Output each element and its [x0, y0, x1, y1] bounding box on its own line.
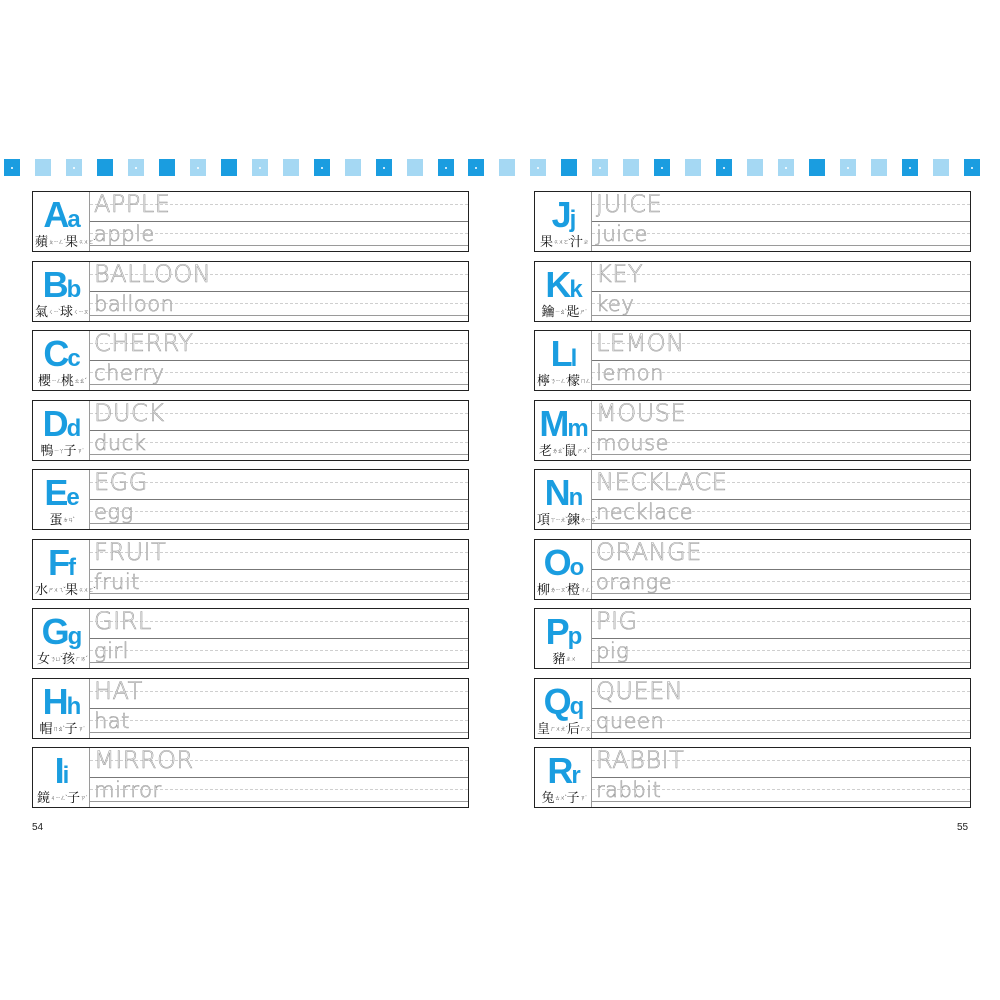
decorative-square [314, 159, 330, 176]
chinese-char: 水 [35, 582, 49, 598]
lowercase-letter: d [66, 414, 82, 442]
letter-card [32, 469, 469, 530]
trace-word-uppercase: MIRROR [94, 746, 194, 774]
chinese-word [35, 513, 89, 528]
uppercase-letter: B [42, 263, 67, 305]
zhuyin-annotation: ㄌㄧㄡˇ [550, 586, 568, 594]
trace-word-uppercase: BALLOON [94, 259, 212, 288]
decorative-square [623, 159, 639, 176]
decorative-square [345, 159, 361, 176]
decorative-square [221, 159, 237, 176]
decorative-square [4, 159, 20, 176]
handwriting-area [591, 609, 970, 668]
zhuyin-annotation: ㄏㄡˋ [580, 725, 593, 733]
letter-card [534, 191, 971, 252]
zhuyin-annotation: ㄍㄨㄛˇ [78, 239, 96, 246]
zhuyin-annotation: ㄏㄞˊ [75, 656, 88, 663]
trace-word-uppercase: APPLE [94, 190, 171, 218]
letter-label [535, 540, 591, 599]
chinese-char: 蛋 [49, 513, 63, 528]
lowercase-letter: m [567, 414, 589, 442]
chinese-word [537, 791, 591, 806]
letter-card [534, 608, 971, 669]
trace-word-uppercase: RABBIT [596, 746, 685, 774]
trace-word-uppercase: NECKLACE [596, 468, 728, 496]
letter-card [32, 747, 469, 808]
guide-line [592, 662, 970, 663]
uppercase-letter: L [550, 333, 571, 374]
lowercase-letter: r [571, 762, 581, 789]
guide-line [90, 454, 468, 455]
zhuyin-annotation: ㄒㄧㄤˋ [550, 517, 568, 524]
chinese-char: 匙 [566, 304, 580, 320]
handwriting-area [591, 676, 970, 738]
page-number-right: 55 [957, 822, 969, 833]
letter-card [534, 400, 971, 461]
zhuyin-annotation: ㄍㄨㄛˇ [78, 586, 96, 594]
uppercase-letter: C [43, 333, 68, 374]
lowercase-letter: l [570, 345, 578, 372]
letter-label [535, 331, 591, 390]
chinese-char: 孩 [62, 652, 76, 667]
chinese-char: 子 [67, 791, 81, 806]
zhuyin-annotation: ㄍㄨㄛˇ [552, 239, 570, 246]
zhuyin-annotation: ㄇㄥˊ [580, 378, 593, 385]
guide-line [592, 638, 970, 639]
page-number-left: 54 [32, 822, 44, 833]
handwriting-area [591, 259, 970, 321]
chinese-char: 果 [539, 235, 553, 250]
handwriting-area [591, 537, 970, 599]
lowercase-letter: j [569, 206, 577, 233]
lowercase-letter: b [66, 275, 82, 303]
zhuyin-annotation: ㄊㄨˋ [554, 795, 567, 802]
chinese-char: 果 [65, 582, 79, 598]
trace-word-uppercase: CHERRY [94, 329, 194, 357]
uppercase-letter: G [41, 611, 68, 652]
trace-word-lowercase: orange [596, 569, 673, 594]
zhuyin-annotation: ㄓㄨ [565, 656, 576, 663]
chinese-word [537, 235, 591, 250]
zhuyin-annotation: ㄗ˙ [77, 725, 85, 733]
trace-word-lowercase: balloon [94, 291, 175, 316]
trace-word-lowercase: pig [596, 639, 630, 663]
handwriting-area [89, 259, 468, 321]
zhuyin-annotation: ㄉㄢˋ [62, 517, 75, 524]
decorative-square [809, 159, 825, 176]
trace-word-lowercase: apple [94, 222, 155, 246]
guide-line [90, 523, 468, 524]
chinese-word [537, 722, 591, 737]
chinese-char: 皇 [537, 721, 551, 737]
zhuyin-annotation: ㄇㄠˋ [52, 725, 65, 733]
trace-word-uppercase: HAT [94, 676, 143, 705]
guide-line [592, 650, 970, 651]
guide-line [90, 708, 468, 709]
decorative-square-strip-left [0, 159, 470, 177]
handwriting-area [89, 676, 468, 738]
guide-line [90, 650, 468, 651]
chinese-char: 蘋 [35, 235, 49, 250]
handwriting-area [89, 331, 468, 390]
decorative-square [499, 159, 515, 176]
zhuyin-annotation: ㄕㄨˇ [577, 447, 590, 455]
guide-line [592, 245, 970, 246]
trace-word-lowercase: mirror [94, 778, 162, 802]
decorative-square [933, 159, 949, 176]
guide-line [90, 430, 468, 431]
letter-label [535, 401, 591, 460]
chinese-word [35, 235, 96, 250]
lowercase-letter: h [66, 692, 82, 720]
chinese-word [537, 374, 591, 389]
zhuyin-annotation: ㄧㄥ [50, 378, 61, 385]
guide-line [90, 511, 468, 512]
letter-label [33, 401, 89, 460]
chinese-word [537, 305, 591, 320]
uppercase-letter: O [543, 541, 570, 583]
letter-card [534, 539, 971, 600]
handwriting-area [591, 470, 970, 529]
decorative-square [964, 159, 980, 176]
decorative-square [283, 159, 299, 176]
decorative-square [747, 159, 763, 176]
decorative-square [902, 159, 918, 176]
zhuyin-annotation: ㄓ [583, 239, 589, 246]
lowercase-letter: k [569, 275, 583, 303]
decorative-square [530, 159, 546, 176]
guide-line [90, 691, 468, 692]
guide-line [592, 221, 970, 222]
lowercase-letter: i [62, 762, 70, 789]
letter-card [534, 469, 971, 530]
lowercase-letter: c [67, 345, 81, 372]
decorative-square [128, 159, 144, 176]
uppercase-letter: K [545, 263, 570, 305]
chinese-char: 豬 [552, 652, 566, 667]
chinese-char: 橙 [567, 582, 581, 598]
lowercase-letter: a [67, 206, 81, 233]
handwriting-area [89, 192, 468, 251]
guide-line [90, 638, 468, 639]
guide-line [592, 233, 970, 234]
decorative-square [871, 159, 887, 176]
letter-label [33, 331, 89, 390]
decorative-square [685, 159, 701, 176]
chinese-char: 檸 [537, 374, 551, 389]
letter-label [33, 540, 96, 599]
uppercase-letter: I [54, 750, 63, 791]
chinese-word [35, 722, 89, 737]
lowercase-letter: e [66, 484, 80, 511]
chinese-char: 櫻 [37, 374, 51, 389]
trace-word-uppercase: GIRL [94, 607, 152, 635]
zhuyin-annotation: ㄕㄨㄟˇ [48, 586, 66, 594]
chinese-char: 兔 [541, 791, 555, 806]
trace-word-lowercase: lemon [596, 361, 664, 385]
trace-word-lowercase: duck [94, 430, 147, 455]
page-left [32, 191, 469, 817]
handwriting-area [89, 609, 468, 668]
zhuyin-annotation: ㄗ˙ [579, 795, 587, 802]
chinese-word [537, 513, 598, 528]
decorative-square [654, 159, 670, 176]
handwriting-area [89, 470, 468, 529]
chinese-char: 鏡 [36, 791, 50, 806]
letter-label [33, 470, 89, 529]
trace-word-lowercase: egg [94, 500, 134, 524]
letter-card [32, 678, 469, 739]
decorative-square [592, 159, 608, 176]
decorative-square [438, 159, 454, 176]
guide-line [90, 732, 468, 733]
guide-line [90, 593, 468, 594]
letter-label [33, 748, 89, 807]
trace-word-lowercase: fruit [94, 569, 140, 594]
trace-word-lowercase: hat [94, 708, 130, 733]
trace-word-lowercase: girl [94, 639, 129, 663]
trace-word-uppercase: JUICE [596, 190, 663, 218]
trace-word-lowercase: queen [596, 708, 665, 733]
letter-label [33, 679, 89, 738]
chinese-char: 子 [63, 443, 77, 459]
letter-card [534, 747, 971, 808]
trace-word-lowercase: cherry [94, 361, 165, 385]
decorative-square [778, 159, 794, 176]
trace-word-lowercase: mouse [596, 430, 669, 455]
letter-label [535, 748, 591, 807]
letter-card [534, 678, 971, 739]
trace-word-lowercase: necklace [596, 500, 694, 524]
zhuyin-annotation: ㄕ˙ [579, 308, 587, 316]
uppercase-letter: M [539, 402, 568, 444]
chinese-char: 老 [538, 443, 552, 459]
chinese-word [35, 305, 89, 320]
zhuyin-annotation: ㄆㄧㄥˊ [48, 239, 66, 246]
chinese-char: 柳 [537, 582, 551, 598]
letter-label [535, 262, 591, 321]
chinese-char: 后 [567, 721, 581, 737]
chinese-word [35, 652, 89, 667]
letter-label [535, 470, 598, 529]
letter-card [32, 608, 469, 669]
lowercase-letter: g [67, 623, 83, 650]
letter-label [535, 679, 591, 738]
lowercase-letter: n [568, 484, 584, 511]
handwriting-area [89, 748, 468, 807]
chinese-char: 氣 [35, 304, 49, 320]
chinese-char: 帽 [39, 721, 53, 737]
decorative-square-strip-right [466, 159, 1000, 177]
chinese-char: 鍊 [567, 513, 581, 528]
zhuyin-annotation: ㄗ˙ [76, 447, 84, 455]
zhuyin-annotation: ㄏㄨㄤˊ [550, 725, 568, 733]
letter-card [32, 261, 469, 322]
chinese-word [537, 583, 591, 598]
chinese-char: 項 [537, 513, 551, 528]
trace-word-uppercase: KEY [596, 259, 644, 288]
uppercase-letter: A [43, 194, 68, 235]
uppercase-letter: N [544, 472, 569, 513]
decorative-square [35, 159, 51, 176]
chinese-word [35, 374, 89, 389]
trace-word-uppercase: PIG [596, 607, 638, 635]
guide-line [592, 621, 970, 622]
decorative-square [159, 159, 175, 176]
trace-word-uppercase: MOUSE [596, 398, 687, 427]
chinese-char: 檬 [567, 374, 581, 389]
letter-label [33, 609, 89, 668]
uppercase-letter: H [42, 680, 67, 722]
letter-card [32, 400, 469, 461]
guide-line [592, 274, 970, 275]
decorative-square [252, 159, 268, 176]
chinese-word [35, 791, 89, 806]
guide-line [592, 303, 970, 304]
zhuyin-annotation: ㄌㄠˇ [551, 447, 564, 455]
zhuyin-annotation: ㄔㄥˊ [580, 586, 593, 594]
handwriting-area [591, 331, 970, 390]
guide-line [90, 581, 468, 582]
chinese-char: 子 [64, 721, 78, 737]
chinese-char: 女 [36, 652, 50, 667]
zhuyin-annotation: ㄋㄧㄥˊ [550, 378, 568, 385]
zhuyin-annotation: ㄑㄧˋ [48, 308, 61, 316]
letter-label [535, 609, 591, 668]
zhuyin-annotation: ㄧㄠˋ [554, 308, 567, 316]
trace-word-uppercase: DUCK [94, 398, 165, 427]
zhuyin-annotation: ㄌㄧㄢˋ [580, 517, 598, 524]
decorative-square [468, 159, 484, 176]
zhuyin-annotation: ㄐㄧㄥˋ [49, 795, 67, 802]
letter-card [32, 191, 469, 252]
chinese-char: 桃 [61, 374, 75, 389]
letter-label [33, 192, 96, 251]
trace-word-uppercase: EGG [94, 468, 148, 496]
chinese-word [537, 652, 591, 667]
zhuyin-annotation: ㄧㄚ [53, 447, 64, 455]
letter-card [32, 330, 469, 391]
chinese-word [35, 444, 89, 459]
decorative-square [716, 159, 732, 176]
handwriting-area [89, 537, 468, 599]
guide-line [90, 569, 468, 570]
chinese-word [537, 444, 591, 459]
chinese-char: 子 [566, 791, 580, 806]
guide-line [90, 720, 468, 721]
trace-word-uppercase: FRUIT [94, 537, 167, 566]
chinese-char: 果 [65, 235, 79, 250]
handwriting-area [89, 398, 468, 460]
uppercase-letter: F [48, 541, 68, 583]
uppercase-letter: Q [543, 680, 570, 722]
lowercase-letter: f [68, 553, 76, 581]
uppercase-letter: D [42, 402, 67, 444]
uppercase-letter: P [545, 611, 568, 652]
guide-line [592, 291, 970, 292]
letter-label [33, 262, 89, 321]
chinese-char: 球 [60, 304, 74, 320]
chinese-char: 汁 [570, 235, 584, 250]
lowercase-letter: p [567, 623, 583, 650]
trace-word-lowercase: rabbit [596, 778, 662, 802]
trace-word-lowercase: key [596, 291, 635, 316]
decorative-square [561, 159, 577, 176]
guide-line [90, 442, 468, 443]
decorative-square [376, 159, 392, 176]
guide-line [90, 662, 468, 663]
zhuyin-annotation: ㄗ˙ [80, 795, 88, 802]
letter-label [535, 192, 591, 251]
uppercase-letter: R [547, 750, 572, 791]
lowercase-letter: q [569, 692, 585, 720]
handwriting-area [591, 748, 970, 807]
handwriting-area [591, 398, 970, 460]
handwriting-area [591, 192, 970, 251]
lowercase-letter: o [569, 553, 585, 581]
chinese-char: 鴨 [40, 443, 54, 459]
zhuyin-annotation: ㄑㄧㄡˊ [73, 308, 91, 316]
decorative-square [407, 159, 423, 176]
chinese-char: 鑰 [541, 304, 555, 320]
letter-card [534, 330, 971, 391]
guide-line [90, 499, 468, 500]
decorative-square [97, 159, 113, 176]
trace-word-uppercase: LEMON [596, 329, 685, 357]
trace-word-lowercase: juice [596, 222, 648, 246]
decorative-square [66, 159, 82, 176]
uppercase-letter: J [551, 194, 570, 235]
decorative-square [190, 159, 206, 176]
chinese-char: 鼠 [564, 443, 578, 459]
guide-line [592, 315, 970, 316]
zhuyin-annotation: ㄊㄠˊ [74, 378, 87, 385]
uppercase-letter: E [44, 472, 67, 513]
trace-word-uppercase: ORANGE [596, 537, 702, 566]
letter-card [32, 539, 469, 600]
page-right [534, 191, 971, 817]
chinese-word [35, 582, 96, 598]
zhuyin-annotation: ㄋㄩˇ [49, 656, 62, 663]
trace-word-uppercase: QUEEN [596, 676, 684, 705]
letter-card [534, 261, 971, 322]
decorative-square [840, 159, 856, 176]
